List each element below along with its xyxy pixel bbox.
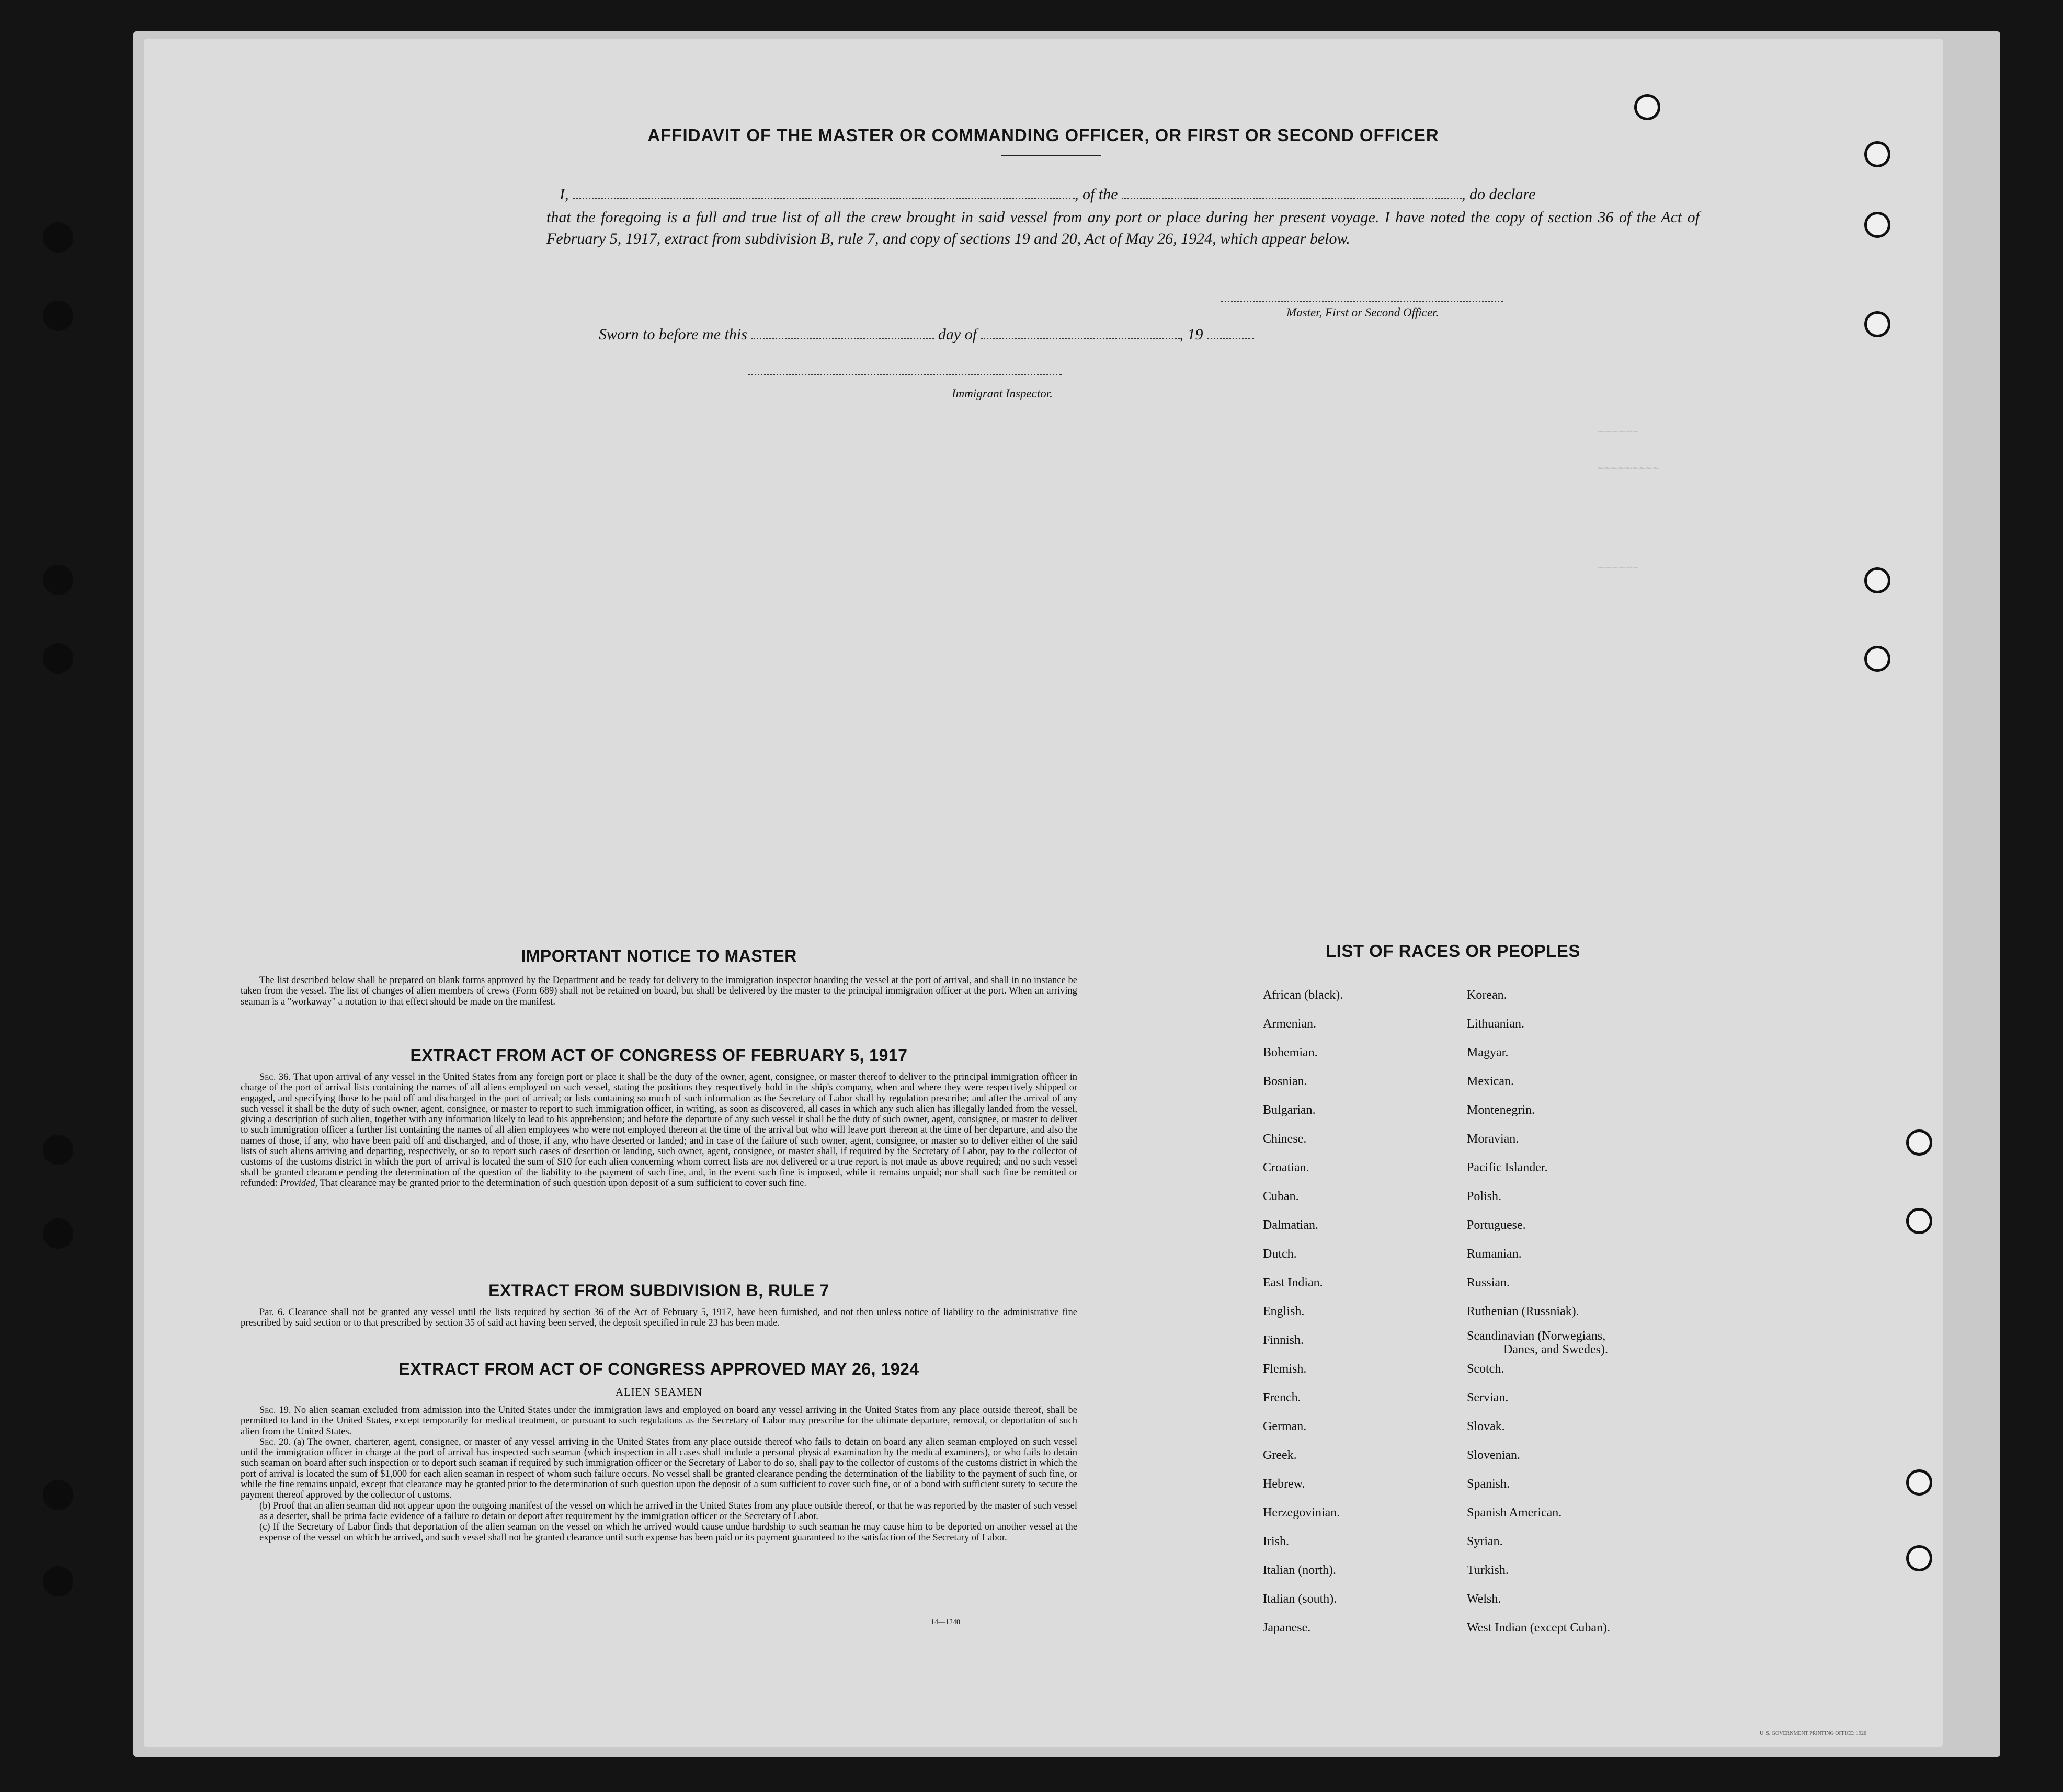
sworn-date-field[interactable] xyxy=(751,326,934,339)
race-item: Spanish. xyxy=(1467,1477,1510,1491)
document-page xyxy=(144,39,1943,1747)
race-item: Bohemian. xyxy=(1263,1046,1318,1059)
binder-hole xyxy=(1906,1208,1932,1234)
race-item: Scandinavian (Norwegians, xyxy=(1467,1329,1606,1343)
race-item: Cuban. xyxy=(1263,1190,1299,1203)
race-item: Chinese. xyxy=(1263,1132,1307,1146)
race-item: Rumanian. xyxy=(1467,1247,1522,1261)
race-item: Armenian. xyxy=(1263,1017,1316,1031)
race-item: Servian. xyxy=(1467,1391,1509,1405)
binder-hole xyxy=(43,1218,73,1249)
binder-hole xyxy=(1864,567,1890,593)
binder-hole xyxy=(43,643,73,674)
race-item: Mexican. xyxy=(1467,1075,1514,1088)
master-caption: Master, First or Second Officer. xyxy=(1286,306,1439,319)
declaration-i-label: I, xyxy=(560,186,569,203)
race-item: Hebrew. xyxy=(1263,1477,1305,1491)
race-item: Italian (south). xyxy=(1263,1592,1337,1606)
race-item: Moravian. xyxy=(1467,1132,1519,1146)
printer-imprint: U. S. GOVERNMENT PRINTING OFFICE: 1926 xyxy=(1760,1731,1866,1737)
race-item: Bulgarian. xyxy=(1263,1103,1316,1117)
alien-seamen-subtitle: ALIEN SEAMEN xyxy=(615,1386,703,1398)
affidavit-title: AFFIDAVIT OF THE MASTER OR COMMANDING OFFICER, OR FIRST OR SECOND OFFICER xyxy=(647,125,1439,145)
binder-hole xyxy=(1864,311,1890,337)
binder-hole xyxy=(1906,1129,1932,1156)
race-item: Scotch. xyxy=(1467,1362,1504,1376)
binder-hole xyxy=(43,301,73,331)
race-item: Italian (north). xyxy=(1263,1563,1336,1577)
sworn-year-field[interactable] xyxy=(1207,326,1254,339)
bleed-through-text: ~~~~~~~~~ xyxy=(1598,463,1660,476)
section-label: Sec. 19. xyxy=(259,1405,291,1416)
form-number: 14—1240 xyxy=(931,1618,960,1626)
race-item: Welsh. xyxy=(1467,1592,1501,1606)
race-item: Slovak. xyxy=(1467,1420,1505,1433)
race-item: Russian. xyxy=(1467,1276,1510,1289)
binder-hole xyxy=(43,1566,73,1596)
race-item: West Indian (except Cuban). xyxy=(1467,1621,1610,1635)
race-item: Pacific Islander. xyxy=(1467,1161,1548,1174)
inspector-caption: Immigrant Inspector. xyxy=(952,387,1053,400)
sworn-month-field[interactable] xyxy=(981,326,1180,339)
race-item: Greek. xyxy=(1263,1448,1297,1462)
race-item: French. xyxy=(1263,1391,1301,1405)
affidavit-declaration-line xyxy=(560,186,1535,203)
race-item: Japanese. xyxy=(1263,1621,1311,1635)
binder-hole xyxy=(43,1135,73,1165)
race-item: Spanish American. xyxy=(1467,1506,1562,1520)
races-title: LIST OF RACES OR PEOPLES xyxy=(1326,941,1580,961)
race-item: Korean. xyxy=(1467,988,1507,1002)
master-signature-line[interactable] xyxy=(1221,301,1503,302)
title-underline xyxy=(1001,155,1101,156)
binder-hole xyxy=(1906,1469,1932,1496)
notice-title: IMPORTANT NOTICE TO MASTER xyxy=(521,946,797,965)
race-item: East Indian. xyxy=(1263,1276,1323,1289)
name-field[interactable] xyxy=(573,186,1075,199)
race-item: Polish. xyxy=(1467,1190,1502,1203)
race-item: Dalmatian. xyxy=(1263,1218,1318,1232)
race-item: Portuguese. xyxy=(1467,1218,1526,1232)
binder-hole xyxy=(43,1480,73,1510)
binder-hole xyxy=(1864,646,1890,672)
declaration-of-the-label: , of the xyxy=(1075,186,1118,203)
binder-hole xyxy=(1864,212,1890,238)
race-item: Finnish. xyxy=(1263,1333,1304,1347)
sworn-label: Sworn to before me this xyxy=(599,326,747,343)
race-item: Irish. xyxy=(1263,1535,1289,1548)
race-item: Syrian. xyxy=(1467,1535,1503,1548)
inspector-signature-line[interactable] xyxy=(748,374,1062,375)
race-item: Slovenian. xyxy=(1467,1448,1520,1462)
extract-1924-text: Sec. 19. No alien seaman excluded from admission into the United States under the immigration laws and employed on board any vessel arriving in the United States from any place outside thereof, shall be permitted to land in the United States, except temporarily for medical treatment, or pursuant to such regulations as the Secretary of Labor may prescribe for the ultimate departure, removal, or deportation of such alien from the United States. Sec. 20. (a) The owner, charterer, agent, consignee, or master of any vessel arriving in the United States from any place outside thereof who fails to detain on board any alien seaman employed on such vessel until the immigration officer in charge at the port of arrival has inspected such seaman (which inspection in all cases shall include a personal physical examination by the medical examiners), or who fails to detain such seaman on board after such inspection or to deport such seaman if required by such immigration officer or the Secretary of Labor to do so, shall pay to the collector of customs of the customs district in which the port of arrival is located the sum of $1,000 for each alien seaman in respect of whom such failure occurs. No vessel shall be granted clearance pending the determination of the liability to the payment of such fine, or while the fine remains unpaid, except that clearance may be granted prior to the determination of such question upon the deposit of a sum sufficient to cover such fine, or of a bond with sufficient surety to secure the payment thereof approved by the collector of customs. (b) Proof that an alien seaman did not appear upon the outgoing manifest of the vessel on which he arrived in the United States from any place outside thereof, or that he was reported by the master of such vessel as a deserter, shall be prima facie evidence of a failure to detain or deport after requirement by the immigration officer or the Secretary of Labor. (c) If the Secretary of Labor finds that deportation of the alien seaman on the vessel on which he arrived would cause undue hardship to such seaman he may cause him to be deported on another vessel at the expense of the vessel on which he arrived, and such vessel shall not be granted clearance until such expense has been paid or its payment guaranteed to the satisfaction of the Secretary of Labor. xyxy=(241,1405,1078,1543)
extract-1924-title: EXTRACT FROM ACT OF CONGRESS APPROVED MAY 26, 1924 xyxy=(398,1360,919,1378)
race-item-continuation: Danes, and Swedes). xyxy=(1503,1343,1608,1356)
extract-1917-text: Sec. 36. That upon arrival of any vessel in the United States from any foreign port or place it shall be the duty of the owner, agent, consignee, or master thereof to deliver to the principal immigration officer in charge of the port of arrival lists containing the names of all aliens employed on such vessel, stating the positions they respectively hold in the ship's company, when and where they were respectively shipped or engaged, and specifying those to be paid off and discharged in the port of arrival; or lists containing so much of such information as the Secretary of Labor shall by regulation prescribe; and after the arrival of any such vessel it shall be the duty of such owner, agent, consignee, or master to report to such immigration officer, in writing, as soon as discovered, all cases in which any such alien has illegally landed from the vessel, giving a description of such alien, together with any information likely to lead to his apprehension; and before the departure of any such vessel it shall be the duty of such owner, agent, consignee, or master to deliver to such immigration officer a further list containing the names of all alien employees who were not employed thereon at the time of the arrival but who will leave port thereon at the time of her departure, and also the names of those, if any, who have been paid off and discharged, and of those, if any, who have deserted or landed; and in case of the failure of such owner, agent, consignee, or master so to deliver either of the said lists of such aliens arriving and departing, respectively, or so to report such cases of desertion or landing, such owner, agent, consignee, or master shall, if required by the Secretary of Labor, pay to the collector of customs of the customs district in which the port of arrival is located the sum of $10 for each alien concerning whom correct lists are not delivered or a true report is not made as above required; and no such vessel shall be granted clearance pending the determination of the question of the liability to the payment of such fine, and, in the event such fine is imposed, while it remains unpaid; nor shall such fine be remitted or refunded: Provided, That clearance may be granted prior to the determination of such question upon deposit of a sum sufficient to cover such fine. xyxy=(241,1072,1077,1189)
race-item: Herzegovinian. xyxy=(1263,1506,1340,1520)
section-label: Sec. 20. xyxy=(259,1436,291,1447)
race-item: Bosnian. xyxy=(1263,1075,1307,1088)
race-item: Flemish. xyxy=(1263,1362,1307,1376)
section-label: Sec. 36. xyxy=(259,1072,291,1082)
race-item: Ruthenian (Russniak). xyxy=(1467,1305,1579,1318)
binder-hole xyxy=(1906,1545,1932,1571)
sworn-day-of-label: day of xyxy=(938,326,977,343)
race-item: Turkish. xyxy=(1467,1563,1509,1577)
race-item: African (black). xyxy=(1263,988,1343,1002)
race-item: English. xyxy=(1263,1305,1305,1318)
race-item: Montenegrin. xyxy=(1467,1103,1535,1117)
sworn-line xyxy=(599,326,1254,344)
vessel-field[interactable] xyxy=(1122,186,1462,199)
race-item: Magyar. xyxy=(1467,1046,1509,1059)
extract-rule7-title: EXTRACT FROM SUBDIVISION B, RULE 7 xyxy=(488,1281,829,1300)
race-item: German. xyxy=(1263,1420,1307,1433)
sworn-year-label: , 19 xyxy=(1179,326,1203,343)
race-item: Dutch. xyxy=(1263,1247,1297,1261)
race-item: Croatian. xyxy=(1263,1161,1309,1174)
affidavit-paragraph: that the foregoing is a full and true list of all the crew brought in said vessel from any port or place during her present voyage. I have noted the copy of section 36 of the Act of February 5, 1917, extract from subdivision B, rule 7, and copy of sections 19 and 20, Act of May 26, 1924, which appear below. xyxy=(546,209,1700,247)
bleed-through-text: ~~~~~~ xyxy=(1598,426,1639,439)
binder-hole xyxy=(43,565,73,595)
extract-rule7-text: Par. 6. Clearance shall not be granted any vessel until the lists required by section 36 of the Act of February 5, 1917, have been furnished, and not then unless notice of liability to the administrative fine prescribed by said section or to that prescribed by section 35 of said act having been served, the deposit specified in rule 23 has been made. xyxy=(241,1307,1077,1329)
binder-hole xyxy=(43,222,73,253)
bleed-through-text: ~~~~~~ xyxy=(1598,562,1639,575)
race-item: Lithuanian. xyxy=(1467,1017,1524,1031)
declaration-do-declare-label: , do declare xyxy=(1462,186,1536,203)
extract-1917-title: EXTRACT FROM ACT OF CONGRESS OF FEBRUARY 5, 1917 xyxy=(410,1046,908,1065)
notice-text: The list described below shall be prepared on blank forms approved by the Department and be ready for delivery to the immigration inspector boarding the vessel at the port of arrival, and shall in no instance be taken from the vessel. The list of changes of alien members of crews (Form 689) shall not be retained on board, but shall be delivered by the master to the principal immigration officer at the port. When an arriving seaman is a "workaway" a notation to that effect should be made on the manifest. xyxy=(241,975,1077,1007)
binder-hole xyxy=(1634,94,1660,120)
